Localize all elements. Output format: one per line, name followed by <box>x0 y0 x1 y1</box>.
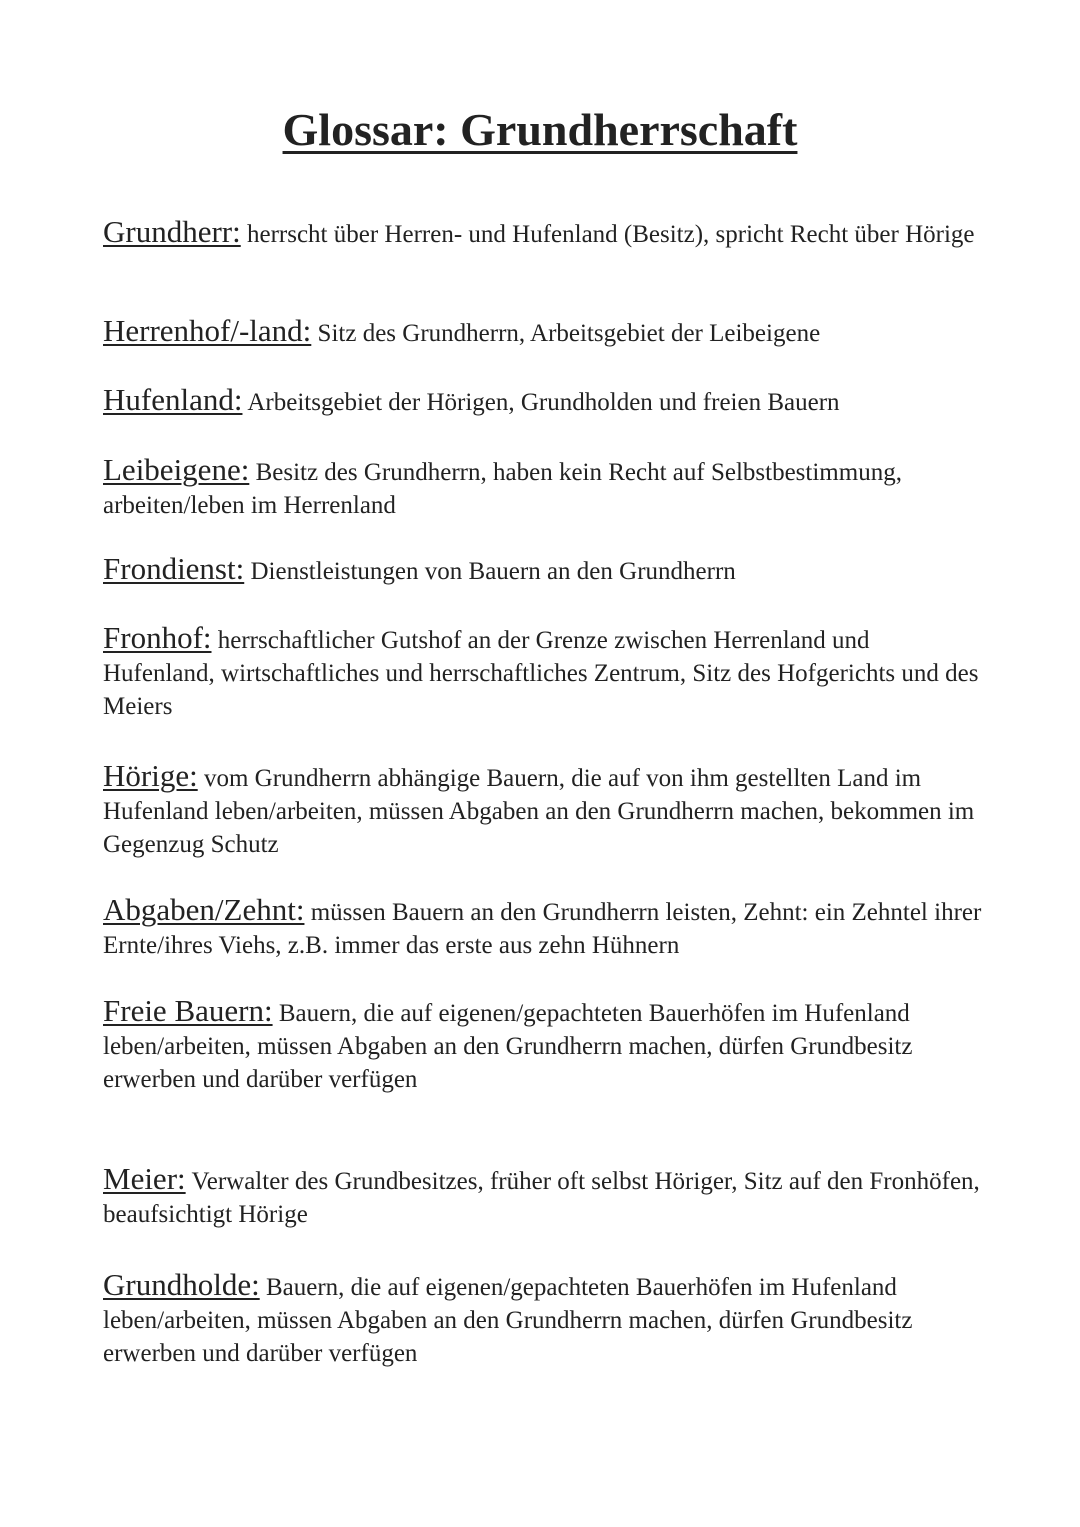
page-title <box>0 100 1080 160</box>
page-title-text: Glossar: Grundherrschaft <box>282 104 798 155</box>
glossary-term: Fronhof: <box>103 620 212 655</box>
glossary-term: Hörige: <box>103 758 198 793</box>
glossary-term: Abgaben/Zehnt: <box>103 892 305 927</box>
glossary-entry <box>103 893 983 962</box>
glossary-definition: Bauern, die auf eigenen/gepachteten Bauerhöfen im Hufenland leben/arbeiten, müssen Abgaben an den Grundherrn machen, dürfen Grundbesitz erwerben und darüber verfügen <box>103 1274 913 1367</box>
glossary-definition: vom Grundherrn abhängige Bauern, die auf von ihm gestellten Land im Hufenland leben/arbeiten, müssen Abgaben an den Grundherrn machen, bekommen im Gegenzug Schutz <box>103 765 975 858</box>
glossary-definition: Sitz des Grundherrn, Arbeitsgebiet der Leibeigene <box>317 320 821 347</box>
glossary-term: Hufenland: <box>103 382 243 417</box>
glossary-term: Grundherr: <box>103 214 241 249</box>
glossary-definition: Besitz des Grundherrn, haben kein Recht auf Selbstbestimmung, arbeiten/leben im Herrenland <box>103 459 902 519</box>
glossary-entry <box>103 994 983 1096</box>
glossary-term: Freie Bauern: <box>103 993 273 1028</box>
glossary-definition: Verwalter des Grundbesitzes, früher oft selbst Höriger, Sitz auf den Fronhöfen, beaufsichtigt Hörige <box>103 1168 980 1228</box>
glossary-entry <box>103 621 983 723</box>
glossary-definition: Dienstleistungen von Bauern an den Grundherrn <box>250 558 736 585</box>
glossary-definition: herrschaftlicher Gutshof an der Grenze zwischen Herrenland und Hufenland, wirtschaftliches und herrschaftliches Zentrum, Sitz des Hofgerichts und des Meiers <box>103 627 979 720</box>
glossary-entry <box>103 552 983 588</box>
glossary-definition: Arbeitsgebiet der Hörigen, Grundholden und freien Bauern <box>247 389 840 416</box>
glossary-entry <box>103 453 983 522</box>
glossary-term: Herrenhof/-land: <box>103 313 312 348</box>
glossary-entry <box>103 1162 983 1231</box>
glossary-definition: müssen Bauern an den Grundherrn leisten, Zehnt: ein Zehntel ihrer Ernte/ihres Viehs, z.B. immer das erste aus zehn Hühnern <box>103 899 982 959</box>
glossary-term: Grundholde: <box>103 1267 260 1302</box>
glossary-entry <box>103 759 983 861</box>
glossary-entry <box>103 215 983 251</box>
glossary-definition: Bauern, die auf eigenen/gepachteten Bauerhöfen im Hufenland leben/arbeiten, müssen Abgaben an den Grundherrn machen, dürfen Grundbesitz erwerben und darüber verfügen <box>103 1000 913 1093</box>
glossary-term: Leibeigene: <box>103 452 250 487</box>
glossary-term: Frondienst: <box>103 551 245 586</box>
glossary-term: Meier: <box>103 1161 186 1196</box>
glossary-entry <box>103 383 983 419</box>
glossary-definition: herrscht über Herren- und Hufenland (Besitz), spricht Recht über Hörige <box>246 221 975 248</box>
glossary-entry <box>103 314 983 350</box>
glossary-entry <box>103 1268 983 1370</box>
